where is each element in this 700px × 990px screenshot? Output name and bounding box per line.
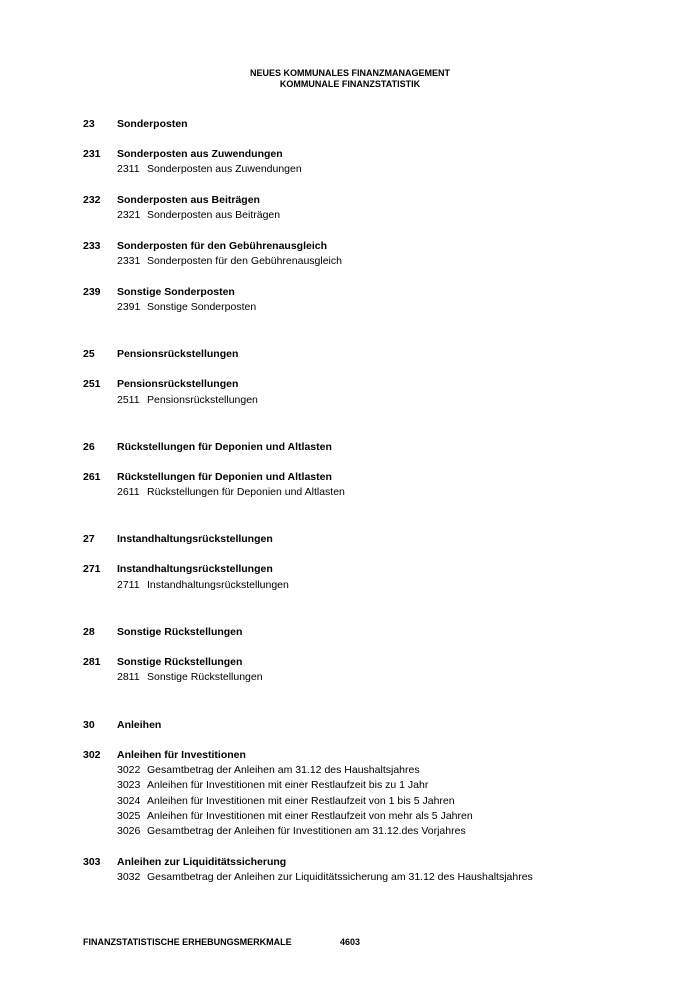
spacer	[83, 223, 683, 238]
subsection-number: 251	[83, 378, 101, 391]
spacer	[83, 455, 683, 470]
account-row	[83, 208, 683, 223]
account-row	[83, 485, 683, 500]
account-number: 3022	[117, 763, 141, 776]
account-number: 2331	[117, 255, 141, 268]
account-row	[83, 870, 683, 885]
account-name: Sonderposten aus Beiträgen	[147, 209, 281, 222]
account-row	[83, 670, 683, 685]
account-section	[83, 717, 683, 886]
subsection-name: Sonderposten aus Beiträgen	[117, 193, 260, 206]
account-row	[83, 794, 683, 809]
account-number: 2611	[117, 486, 140, 499]
account-name: Anleihen für Investitionen mit einer Restlaufzeit von 1 bis 5 Jahren	[147, 794, 455, 807]
section-heading	[83, 439, 683, 455]
section-gap	[83, 686, 683, 717]
section-heading	[83, 624, 683, 640]
subsection-heading	[83, 470, 683, 485]
account-section	[83, 346, 683, 408]
spacer	[83, 640, 683, 655]
page-number: 4603	[340, 937, 361, 947]
account-name: Gesamtbetrag der Anleihen am 31.12 des Haushaltsjahres	[147, 763, 420, 776]
header-line-1: NEUES KOMMUNALES FINANZMANAGEMENT	[250, 68, 450, 78]
account-row	[83, 393, 683, 408]
subsection-number: 239	[83, 285, 101, 298]
account-name: Anleihen für Investitionen mit einer Restlaufzeit von mehr als 5 Jahren	[147, 809, 473, 822]
account-row	[83, 824, 683, 839]
section-heading	[83, 717, 683, 733]
account-number: 2711	[117, 578, 140, 591]
subsection-number: 231	[83, 148, 101, 160]
subsection-name: Sonstige Rückstellungen	[117, 656, 243, 669]
subsection-heading	[83, 193, 683, 208]
account-section	[83, 116, 683, 315]
spacer	[83, 362, 683, 377]
subsection-heading	[83, 562, 683, 577]
document-footer	[83, 937, 361, 947]
document-header	[0, 68, 700, 90]
account-name: Sonstige Rückstellungen	[147, 671, 263, 684]
account-number: 3032	[117, 871, 141, 884]
account-row	[83, 763, 683, 778]
section-gap	[83, 500, 683, 531]
section-number: 23	[83, 118, 95, 130]
account-name: Sonderposten für den Gebührenausgleich	[147, 255, 342, 268]
header-line-2: KOMMUNALE FINANZSTATISTIK	[279, 79, 421, 89]
section-gap	[83, 408, 683, 439]
spacer	[83, 178, 683, 193]
spacer	[83, 839, 683, 854]
subsection-name: Pensionsrückstellungen	[117, 378, 239, 391]
account-name: Pensionsrückstellungen	[147, 393, 258, 406]
subsection-number: 302	[83, 748, 101, 761]
subsection-name: Rückstellungen für Deponien und Altlasten	[117, 470, 332, 483]
account-row	[83, 300, 683, 315]
account-row	[83, 254, 683, 269]
account-number: 2391	[117, 300, 141, 313]
section-name: Rückstellungen für Deponien und Altlasten	[117, 440, 332, 453]
account-section	[83, 439, 683, 501]
spacer	[83, 547, 683, 562]
account-number: 3024	[117, 794, 141, 807]
footer-label: FINANZSTATISTISCHE ERHEBUNGSMERKMALE	[83, 937, 292, 947]
account-row	[83, 578, 683, 593]
subsection-name: Sonstige Sonderposten	[117, 285, 235, 298]
section-heading	[83, 116, 683, 132]
section-gap	[83, 315, 683, 346]
subsection-number: 271	[83, 563, 101, 576]
account-number: 2511	[117, 393, 140, 406]
subsection-name: Anleihen für Investitionen	[117, 748, 246, 761]
spacer	[83, 269, 683, 284]
section-number: 30	[83, 718, 95, 731]
account-number: 2811	[117, 671, 140, 684]
spacer	[83, 733, 683, 748]
section-number: 28	[83, 626, 95, 639]
subsection-heading	[83, 748, 683, 763]
subsection-number: 233	[83, 239, 101, 252]
subsection-name: Anleihen zur Liquiditätssicherung	[117, 855, 287, 868]
section-heading	[83, 531, 683, 547]
spacer	[83, 132, 683, 147]
account-row	[83, 162, 683, 177]
account-name: Anleihen für Investitionen mit einer Restlaufzeit bis zu 1 Jahr	[147, 779, 429, 792]
account-name: Instandhaltungsrückstellungen	[147, 578, 289, 591]
account-section	[83, 531, 683, 593]
account-number: 2321	[117, 209, 141, 222]
subsection-heading	[83, 377, 683, 392]
subsection-number: 281	[83, 656, 101, 669]
account-number: 3025	[117, 809, 141, 822]
section-name: Sonderposten	[117, 118, 188, 130]
section-name: Pensionsrückstellungen	[117, 348, 239, 361]
section-number: 27	[83, 533, 95, 546]
subsection-heading	[83, 285, 683, 300]
subsection-heading	[83, 147, 683, 162]
subsection-heading	[83, 239, 683, 254]
account-section	[83, 624, 683, 686]
account-number: 3026	[117, 825, 141, 838]
account-number: 2311	[117, 163, 140, 176]
subsection-name: Sonderposten aus Zuwendungen	[117, 148, 283, 160]
subsection-number: 261	[83, 470, 101, 483]
section-heading	[83, 346, 683, 362]
section-name: Instandhaltungsrückstellungen	[117, 533, 273, 546]
subsection-number: 303	[83, 855, 101, 868]
subsection-heading	[83, 855, 683, 870]
section-number: 25	[83, 348, 95, 361]
section-gap	[83, 593, 683, 624]
account-name: Gesamtbetrag der Anleihen zur Liquiditätssicherung am 31.12 des Haushaltsjahres	[147, 871, 533, 884]
subsection-name: Sonderposten für den Gebührenausgleich	[117, 239, 328, 252]
section-number: 26	[83, 440, 95, 453]
section-name: Sonstige Rückstellungen	[117, 626, 243, 639]
account-list	[83, 116, 683, 885]
account-name: Rückstellungen für Deponien und Altlasten	[147, 486, 345, 499]
subsection-number: 232	[83, 193, 101, 206]
account-name: Sonstige Sonderposten	[147, 300, 257, 313]
account-row	[83, 809, 683, 824]
account-number: 3023	[117, 779, 141, 792]
account-name: Sonderposten aus Zuwendungen	[147, 163, 302, 176]
account-name: Gesamtbetrag der Anleihen für Investitionen am 31.12.des Vorjahres	[147, 825, 466, 838]
account-row	[83, 778, 683, 793]
section-name: Anleihen	[117, 718, 162, 731]
subsection-name: Instandhaltungsrückstellungen	[117, 563, 273, 576]
subsection-heading	[83, 655, 683, 670]
